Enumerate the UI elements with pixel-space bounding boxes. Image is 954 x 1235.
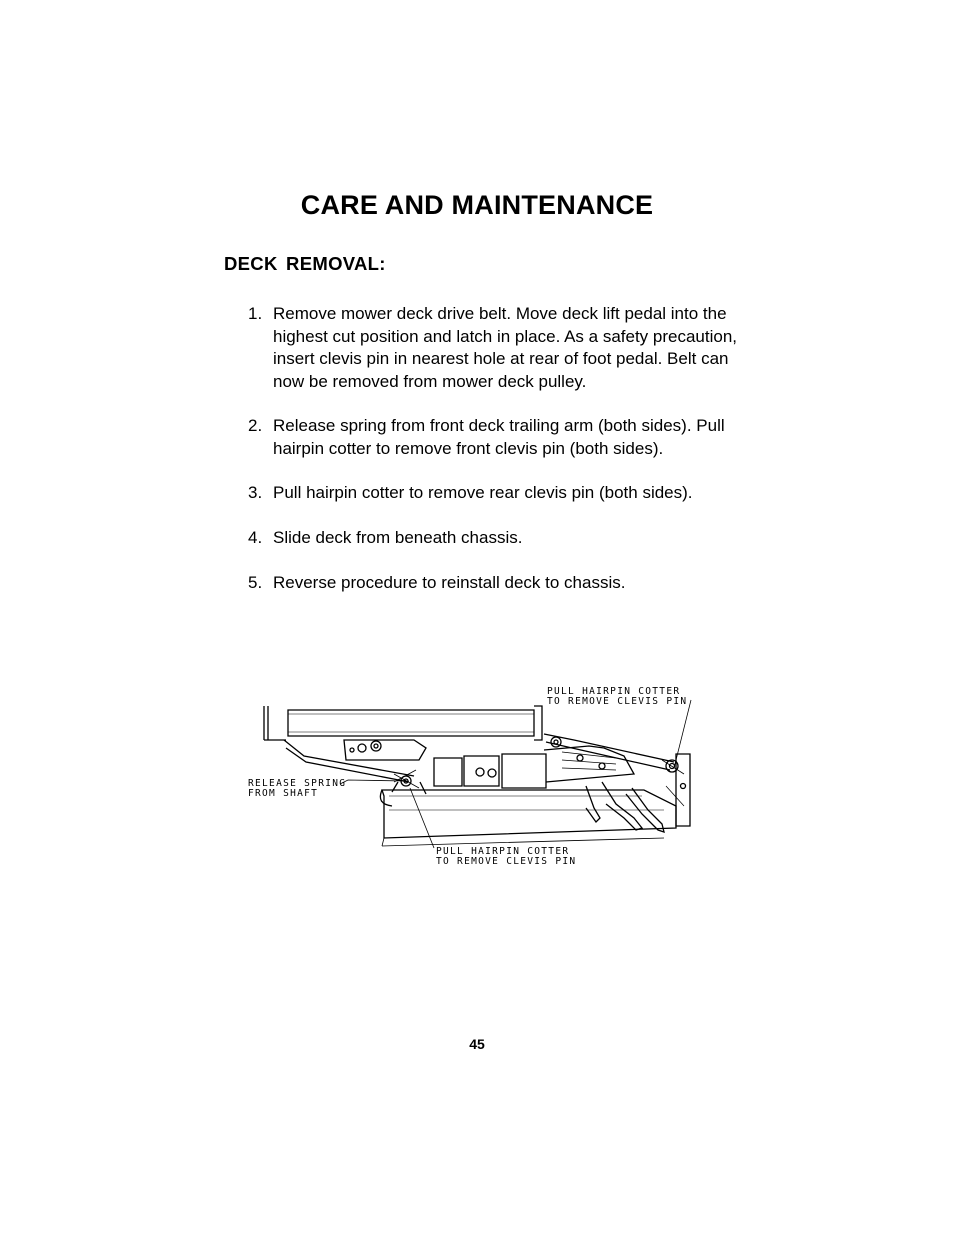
callout-front-line2: TO REMOVE CLEVIS PIN — [436, 856, 577, 867]
page-number: 45 — [469, 1036, 485, 1052]
step-text: Slide deck from beneath chassis. — [273, 527, 523, 547]
step-number: 1. — [248, 304, 263, 323]
deck-removal-diagram — [244, 678, 704, 873]
step-number: 3. — [248, 483, 263, 503]
section-heading: DECK REMOVAL: — [224, 253, 386, 274]
step-text: Pull hairpin cotter to remove rear clevis pin (both sides). — [273, 483, 693, 503]
callout-front-line1: PULL HAIRPIN COTTER — [436, 846, 570, 857]
callout-spring-line1: RELEASE SPRING — [248, 778, 347, 789]
step-text: Remove mower deck drive belt. Move deck lift pedal into the highest cut position and latch in place. As a safety precaution, insert clevis pin in nearest hole at rear of foot pedal. Belt can now be removed from mower deck pulley. — [273, 304, 738, 392]
step-number: 5. — [248, 572, 263, 592]
mower-deck-drawing — [264, 706, 690, 846]
step-number: 4. — [248, 527, 263, 547]
callout-rear-line1: PULL HAIRPIN COTTER — [547, 686, 681, 697]
step-item — [248, 482, 748, 505]
step-item — [248, 415, 748, 460]
step-item — [248, 527, 748, 550]
callout-spring-line2: FROM SHAFT — [248, 788, 319, 799]
procedure-steps — [248, 303, 748, 594]
step-number: 2. — [248, 415, 263, 435]
page-title: CARE AND MAINTENANCE — [300, 190, 654, 220]
callout-leaders — [340, 700, 691, 848]
step-item — [248, 572, 748, 595]
step-text: Reverse procedure to reinstall deck to chassis. — [273, 572, 626, 592]
callout-rear-line2: TO REMOVE CLEVIS PIN — [547, 696, 688, 707]
step-text: Release spring from front deck trailing arm (both sides). Pull hairpin cotter to remove front clevis pin (both sides). — [273, 415, 725, 458]
step-item — [248, 303, 748, 394]
